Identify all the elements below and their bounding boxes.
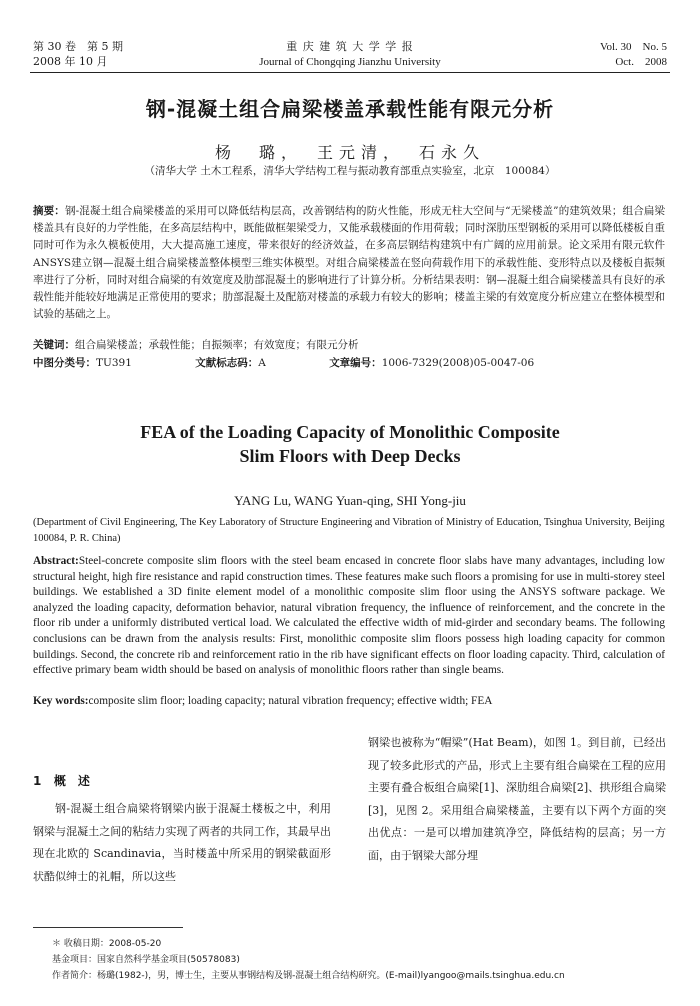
affiliation-en: (Department of Civil Engineering, The Key Laboratory of Structure Engineering and Vibration of Ministry of Education, Tsinghua University, Beijing 100084, P. R. China)	[33, 517, 665, 544]
paper-title-en	[0, 420, 700, 468]
date-en: Oct. 2008	[615, 56, 667, 68]
classification-line	[33, 355, 594, 370]
article-number: 文章编号：1006-7329(2008)05-0047-06	[329, 357, 535, 369]
keywords-cn	[33, 337, 359, 352]
clc-number: 中图分类号：TU391	[33, 357, 132, 369]
journal-name-cn: 重 庆 建 筑 大 学 学 报	[286, 40, 414, 53]
paper-title-en-line1: FEA of the Loading Capacity of Monolithic Composite	[140, 422, 560, 442]
journal-name-en: Journal of Chongqing Jianzhu University	[259, 56, 441, 68]
section-heading	[33, 772, 90, 789]
keywords-cn-text: 组合扁梁楼盖；承载性能；自振频率；有效宽度；有限元分析	[75, 339, 359, 351]
affiliation-cn: （清华大学 土木工程系，清华大学结构工程与振动教育部重点实验室，北京 100084）	[144, 165, 556, 177]
keywords-en-label: Key words:	[33, 695, 89, 707]
date-cn: 2008 年 10 月	[33, 55, 108, 68]
abstract-cn-label: 摘要：	[33, 205, 65, 217]
paper-title-en-line2: Slim Floors with Deep Decks	[239, 446, 461, 466]
keywords-en-text: composite slim floor; loading capacity; natural vibration frequency; effective width; FEA	[88, 695, 493, 707]
footnote-author-bio: 作者简介：杨璐(1982-)，男，博士生，主要从事钢结构及钢-混凝土组合结构研究。(E-mail)lyangoo@mails.tsinghua.edu.cn	[52, 971, 565, 981]
abstract-en	[33, 554, 665, 679]
body-column-right: 钢梁也被称为“帽梁”(Hat Beam)，如图 1。到目前，已经出现了较多此形式的产品，形式上主要有组合扁梁在工程的应用主要有叠合板组合扁梁[1]、深肋组合扁梁[2]、拱形组合扁梁[3]，见图 2。采用组合扁梁楼盖，主要有以下两个方面的突出优点：一是可以增加建筑净空，降低结构的层高；另一方面，由于钢梁大部分埋	[368, 736, 666, 862]
authors-cn: 杨 璐， 王元清， 石永久	[214, 143, 485, 162]
volume-issue-cn: 第 30 卷 第 5 期	[33, 40, 123, 53]
abstract-en-label: Abstract:	[33, 555, 79, 567]
abstract-cn	[33, 203, 665, 323]
abstract-en-text: Steel-concrete composite slim floors with the steel beam encased in concrete floor slabs have many advantages, including low structural height, high fire resistance and rapid construction times. These features make such floors a promising for use in multi-storey steel buildings. We established a 3D finite element model of a monolithic composite slim floor using the ANSYS software package. We analyzed the loading capacity, deformation behavior, natural vibration frequency, the influence of reinforcement, and the concrete in the floor rib under a uniformly distributed vertical load. We calculated the effective width of mid-girder and secondary beams. The following conclusions can be drawn from the analysis results: First, monolithic composite slim floors possess high loading capacity for common buildings. Second, the concrete rib and reinforcement ratio in the rib have significant effects on floor loading capacity. Third, calculation of effective primary beam width should be based on analysis of monolithic floors rather than single beams.	[33, 555, 665, 677]
footnote-funding: 基金项目：国家自然科学基金项目(50578083)	[52, 955, 240, 965]
body-column-left: 钢-混凝土组合扁梁将钢梁内嵌于混凝土楼板之中，利用钢梁与混凝土之间的粘结力实现了两者的共同工作，其最早出现在北欧的 Scandinavia，当时楼盖中所采用的钢梁截面形状酷似绅士的礼帽，所以这些	[33, 802, 331, 883]
footnote-rule	[33, 927, 183, 928]
footnote-received: ＊ 收稿日期：2008-05-20	[52, 939, 162, 949]
abstract-cn-text: 钢-混凝土组合扁梁楼盖的采用可以降低结构层高，改善钢结构的防火性能，形成无柱大空间与“无梁楼盖”的建筑效果；组合扁梁楼盖具有良好的力学性能，在多高层结构中，既能做框架梁受力，又能承载楼面的作用荷载；同时深肋压型钢板的采用可以降低楼板自重同时可作为永久模板使用，大大提高施工速度，带来很好的经济效益，在多高层钢结构建筑中有广阔的应用前景。论文采用有限元软件ANSYS建立钢—混凝土组合扁梁楼盖整体模型三维实体模型。对组合扁梁楼盖在竖向荷载作用下的承载性能、变形特点以及楼板自振频率进行了分析，同时对组合扁梁的有效宽度及肋部混凝土的影响进行了计算分析。分析结果表明：钢—混凝土组合扁梁楼盖具有良好的承载性能并能较好地满足正常使用的要求；肋部混凝土及配筋对楼盖的承载力有较大的影响；楼盖主梁的有效宽度分析应建立在整体模型和试验的基础之上。	[33, 205, 666, 321]
authors-en: YANG Lu, WANG Yuan-qing, SHI Yong-jiu	[234, 493, 466, 508]
volume-issue-en: Vol. 30 No. 5	[599, 41, 667, 53]
keywords-en	[33, 695, 665, 707]
keywords-cn-label: 关键词：	[33, 339, 75, 351]
section-number: 1	[33, 774, 42, 788]
paper-title-cn: 钢-混凝土组合扁梁楼盖承载性能有限元分析	[145, 97, 555, 121]
document-code: 文献标志码：A	[195, 357, 266, 369]
header-rule	[30, 72, 670, 73]
section-title: 概 述	[53, 774, 90, 788]
